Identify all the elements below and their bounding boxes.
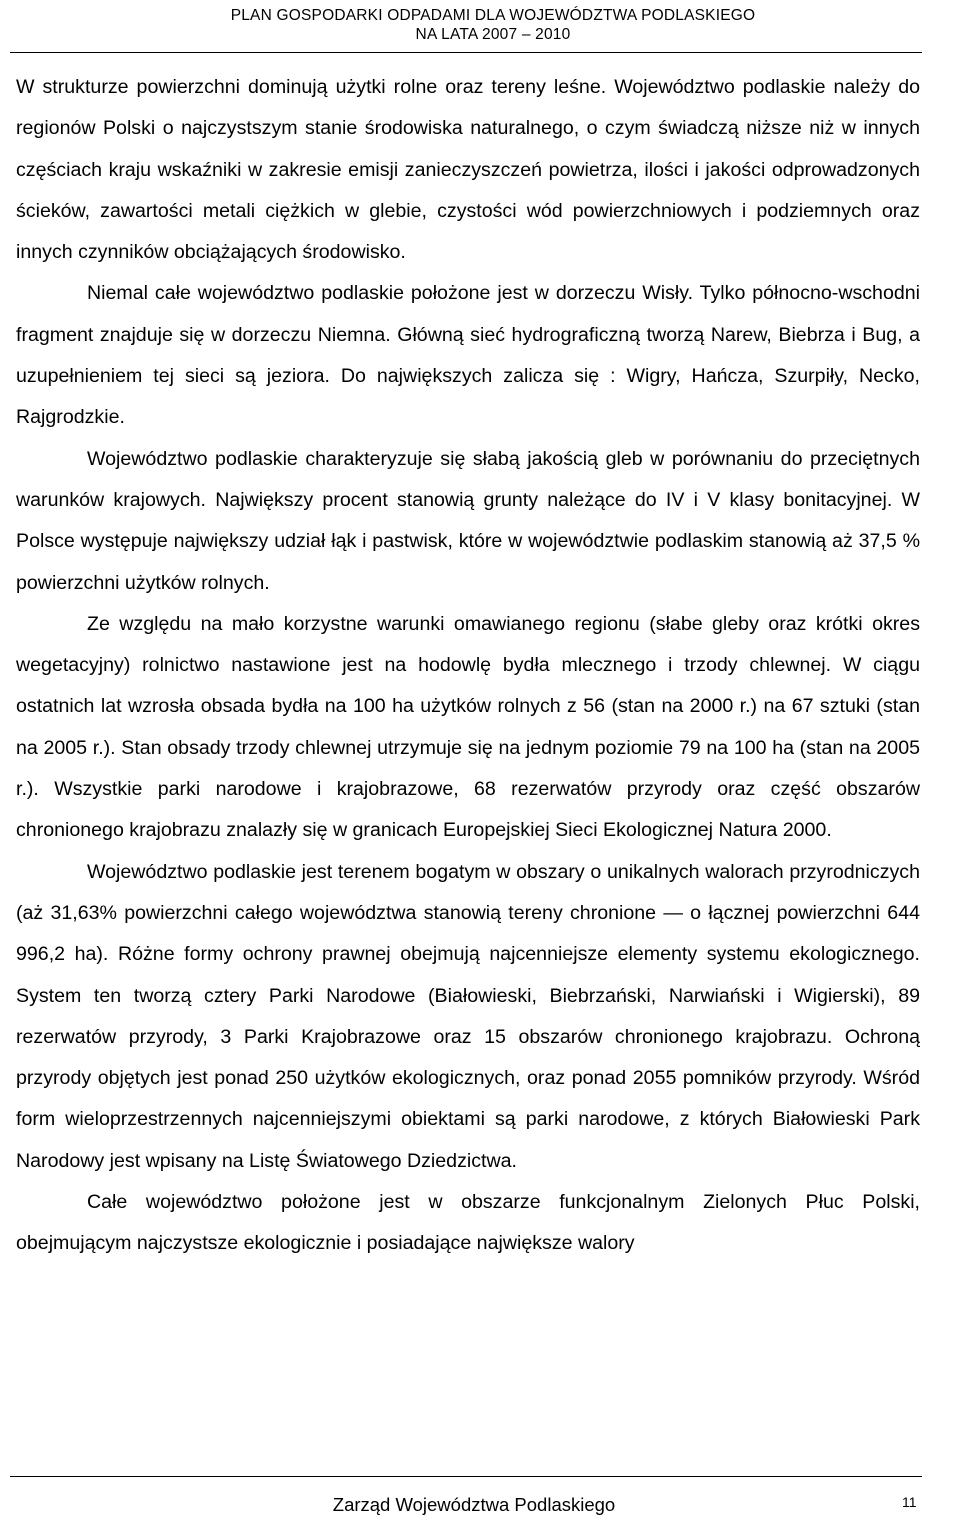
paragraph-agriculture: Ze względu na mało korzystne warunki omawianego regionu (słabe gleby oraz krótki okres wegetacyjny) rolnictwo nastawione jest na hodowlę bydła mlecznego i trzody chlewnej. W ciągu ostatnich lat wzrosła obsada bydła na 100 ha użytków rolnych z 56 (stan na 2000 r.) na 67 sztuki (stan na 2005 r.). Stan obsady trzody chlewnej utrzymuje się na jednym poziomie 79 na 100 ha (stan na 2005 r.). Wszystkie parki narodowe i krajobrazowe, 68 rezerwatów przyrody oraz część obszarów chronionego krajobrazu znalazły się w granicach Europejskiej Sieci Ekologicznej Natura 2000. [16, 612, 920, 842]
header-title: PLAN GOSPODARKI ODPADAMI DLA WOJEWÓDZTWA PODLASKIEGO [230, 7, 756, 24]
paragraph-green-lungs: Całe województwo położone jest w obszarze funkcjonalnym Zielonych Płuc Polski, obejmującym najczystsze ekologicznie i posiadające największe walory [16, 1191, 920, 1255]
header-divider [10, 52, 922, 53]
page-header [0, 6, 920, 44]
paragraph-soils: Województwo podlaskie charakteryzuje się słabą jakością gleb w porównaniu do przeciętnych warunków krajowych. Największy procent stanowią grunty należące do IV i V klasy bonitacyjnej. W Polsce występuje największy udział łąk i pastwisk, które w województwie podlaskim stanowią aż 37,5 % powierzchni użytków rolnych. [16, 447, 920, 594]
document-body [16, 67, 920, 1265]
paragraph-protected-areas: Województwo podlaskie jest terenem bogatym w obszary o unikalnych walorach przyrodniczych (aż 31,63% powierzchni całego województwa stanowią tereny chronione — o łącznej powierzchni 644 996,2 ha). Różne formy ochrony prawnej obejmują najcenniejsze elementy systemu ekologicznego. System ten tworzą cztery Parki Narodowe (Białowieski, Biebrzański, Narwiański i Wigierski), 89 rezerwatów przyrody, 3 Parki Krajobrazowe oraz 15 obszarów chronionego krajobrazu. Ochroną przyrody objętych jest ponad 250 użytków ekologicznych, oraz ponad 2055 pomników przyrody. Wśród form wieloprzestrzennych najcenniejszymi obiektami są parki narodowe, z których Białowieski Park Narodowy jest wpisany na Listę Światowego Dziedzictwa. [16, 860, 920, 1172]
header-period: NA LATA 2007 – 2010 [415, 26, 571, 43]
footer-organization: Zarząd Województwa Podlaskiego [332, 1494, 616, 1515]
footer-divider [10, 1476, 922, 1477]
page-number: 11 [902, 1494, 917, 1510]
paragraph-land-use: W strukturze powierzchni dominują użytki rolne oraz tereny leśne. Województwo podlaskie należy do regionów Polski o najczystszym stanie środowiska naturalnego, o czym świadczą niższe niż w innych częściach kraju wskaźniki w zakresie emisji zanieczyszczeń powietrza, ilości i jakości odprowadzonych ścieków, zawartości metali ciężkich w glebie, czystości wód powierzchniowych i podziemnych oraz innych czynników obciążających środowisko. [16, 76, 920, 264]
page-footer [0, 1494, 920, 1516]
paragraph-hydrography: Niemal całe województwo podlaskie położone jest w dorzeczu Wisły. Tylko północno-wschodni fragment znajduje się w dorzeczu Niemna. Główną sieć hydrograficzną tworzą Narew, Biebrza i Bug, a uzupełnieniem tej sieci są jeziora. Do największych zalicza się : Wigry, Hańcza, Szurpiły, Necko, Rajgrodzkie. [16, 282, 920, 429]
